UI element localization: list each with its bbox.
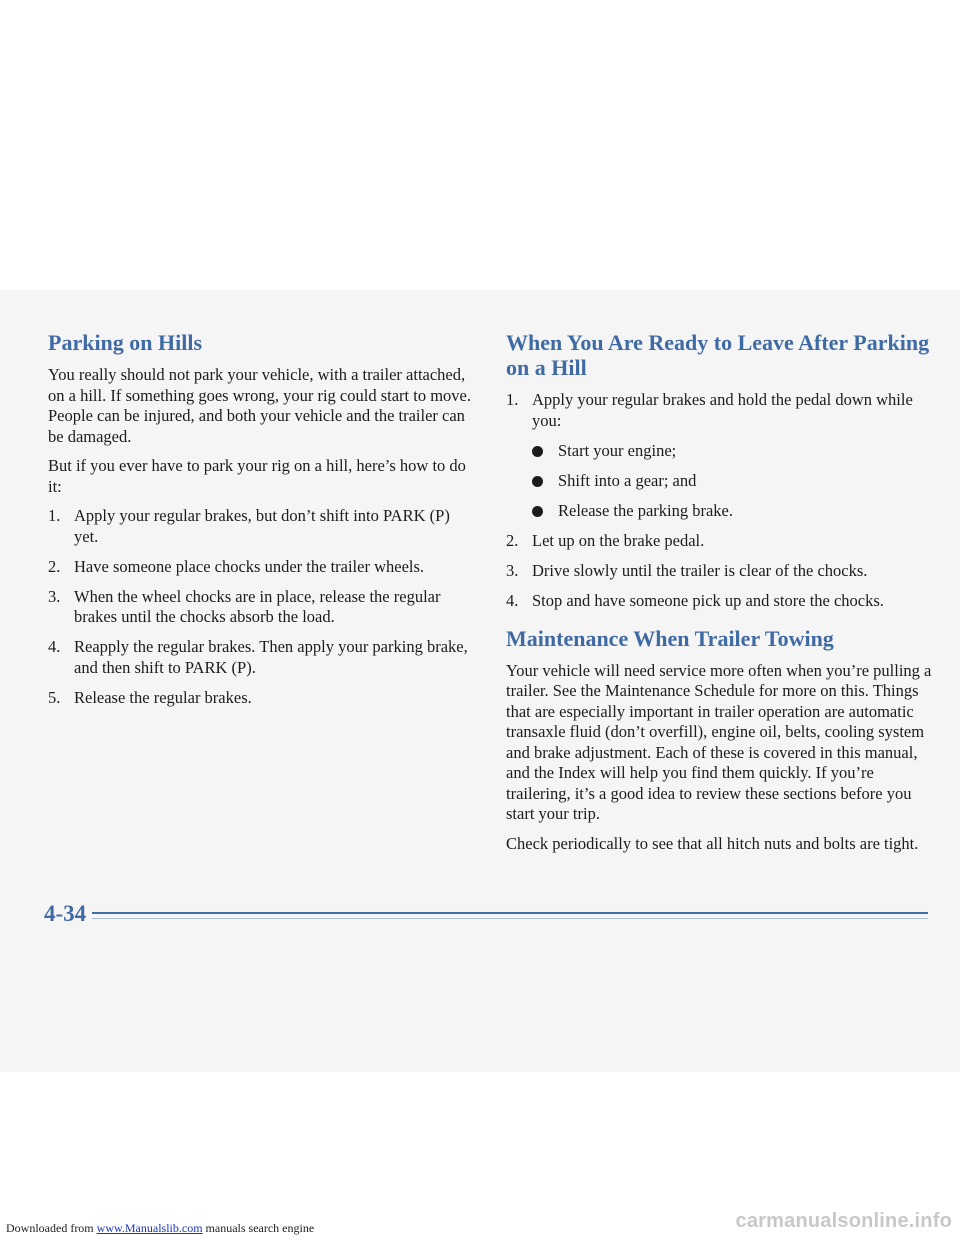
intro-paragraph: You really should not park your vehicle, with a trailer attached, on a hill. If something goes wrong, your rig could start to move. People can be injured, and both your vehicle and the trailer can be damaged. bbox=[48, 365, 471, 446]
watermark: carmanualsonline.info bbox=[735, 1210, 952, 1232]
list-item: 1. Apply your regular brakes, but don’t shift into PARK (P) yet. bbox=[48, 506, 450, 546]
bullet-icon bbox=[532, 506, 543, 517]
list-item: 5. Release the regular brakes. bbox=[48, 687, 252, 707]
list-item: 4. Stop and have someone pick up and store the chocks. bbox=[506, 591, 884, 610]
footer-rule-thin bbox=[92, 918, 928, 919]
list-item: 1. Apply your regular brakes and hold the pedal down while you: Start your engine; Shift into a gear; and Release the parking brake. bbox=[506, 390, 936, 522]
list-item: 2. Have someone place chocks under the trailer wheels. bbox=[48, 556, 425, 576]
bullet-item: Release the parking brake. bbox=[532, 501, 936, 522]
bullet-list bbox=[532, 441, 936, 522]
heading-ready-to-leave: When You Are Ready to Leave After Parking on a Hill bbox=[506, 330, 930, 380]
bullet-icon bbox=[532, 446, 543, 457]
list-item: 2. Let up on the brake pedal. bbox=[506, 531, 705, 550]
manualslib-link[interactable]: www.Manualslib.com bbox=[96, 1221, 203, 1235]
right-column bbox=[506, 330, 936, 863]
footer-rule bbox=[92, 912, 928, 914]
leave-steps-list bbox=[506, 390, 936, 612]
heading-parking-on-hills: Parking on Hills bbox=[48, 330, 203, 355]
maintenance-paragraph: Your vehicle will need service more often when you’re pulling a trailer. See the Maintenance Schedule for more on this. Things that are especially important in trailer operation are automatic transaxle fluid (don’t overfill), engine oil, belts, cooling system and brake adjustment. Each of these is covered in this manual, and the Index will help you find them quickly. If you’re trailering, it’s a good idea to review these sections before you start your trip. bbox=[506, 660, 932, 823]
howto-paragraph: But if you ever have to park your rig on a hill, here’s how to do it: bbox=[48, 456, 466, 496]
download-credit: Downloaded from www.Manualslib.com manuals search engine bbox=[6, 1221, 315, 1235]
list-item: 4. Reapply the regular brakes. Then apply your parking brake, and then shift to PARK (P). bbox=[48, 637, 468, 677]
bullet-item: Start your engine; bbox=[532, 441, 936, 462]
bullet-icon bbox=[532, 476, 543, 487]
heading-maintenance: Maintenance When Trailer Towing bbox=[506, 625, 834, 651]
check-paragraph: Check periodically to see that all hitch nuts and bolts are tight. bbox=[506, 833, 919, 853]
bullet-item: Shift into a gear; and bbox=[532, 471, 936, 492]
list-item: 3. Drive slowly until the trailer is clear of the chocks. bbox=[506, 561, 868, 580]
left-column bbox=[48, 330, 476, 718]
list-item: 3. When the wheel chocks are in place, release the regular brakes until the chocks absorb the load. bbox=[48, 586, 441, 626]
parking-steps-list bbox=[48, 506, 476, 708]
page-number: 4-34 bbox=[44, 901, 87, 926]
